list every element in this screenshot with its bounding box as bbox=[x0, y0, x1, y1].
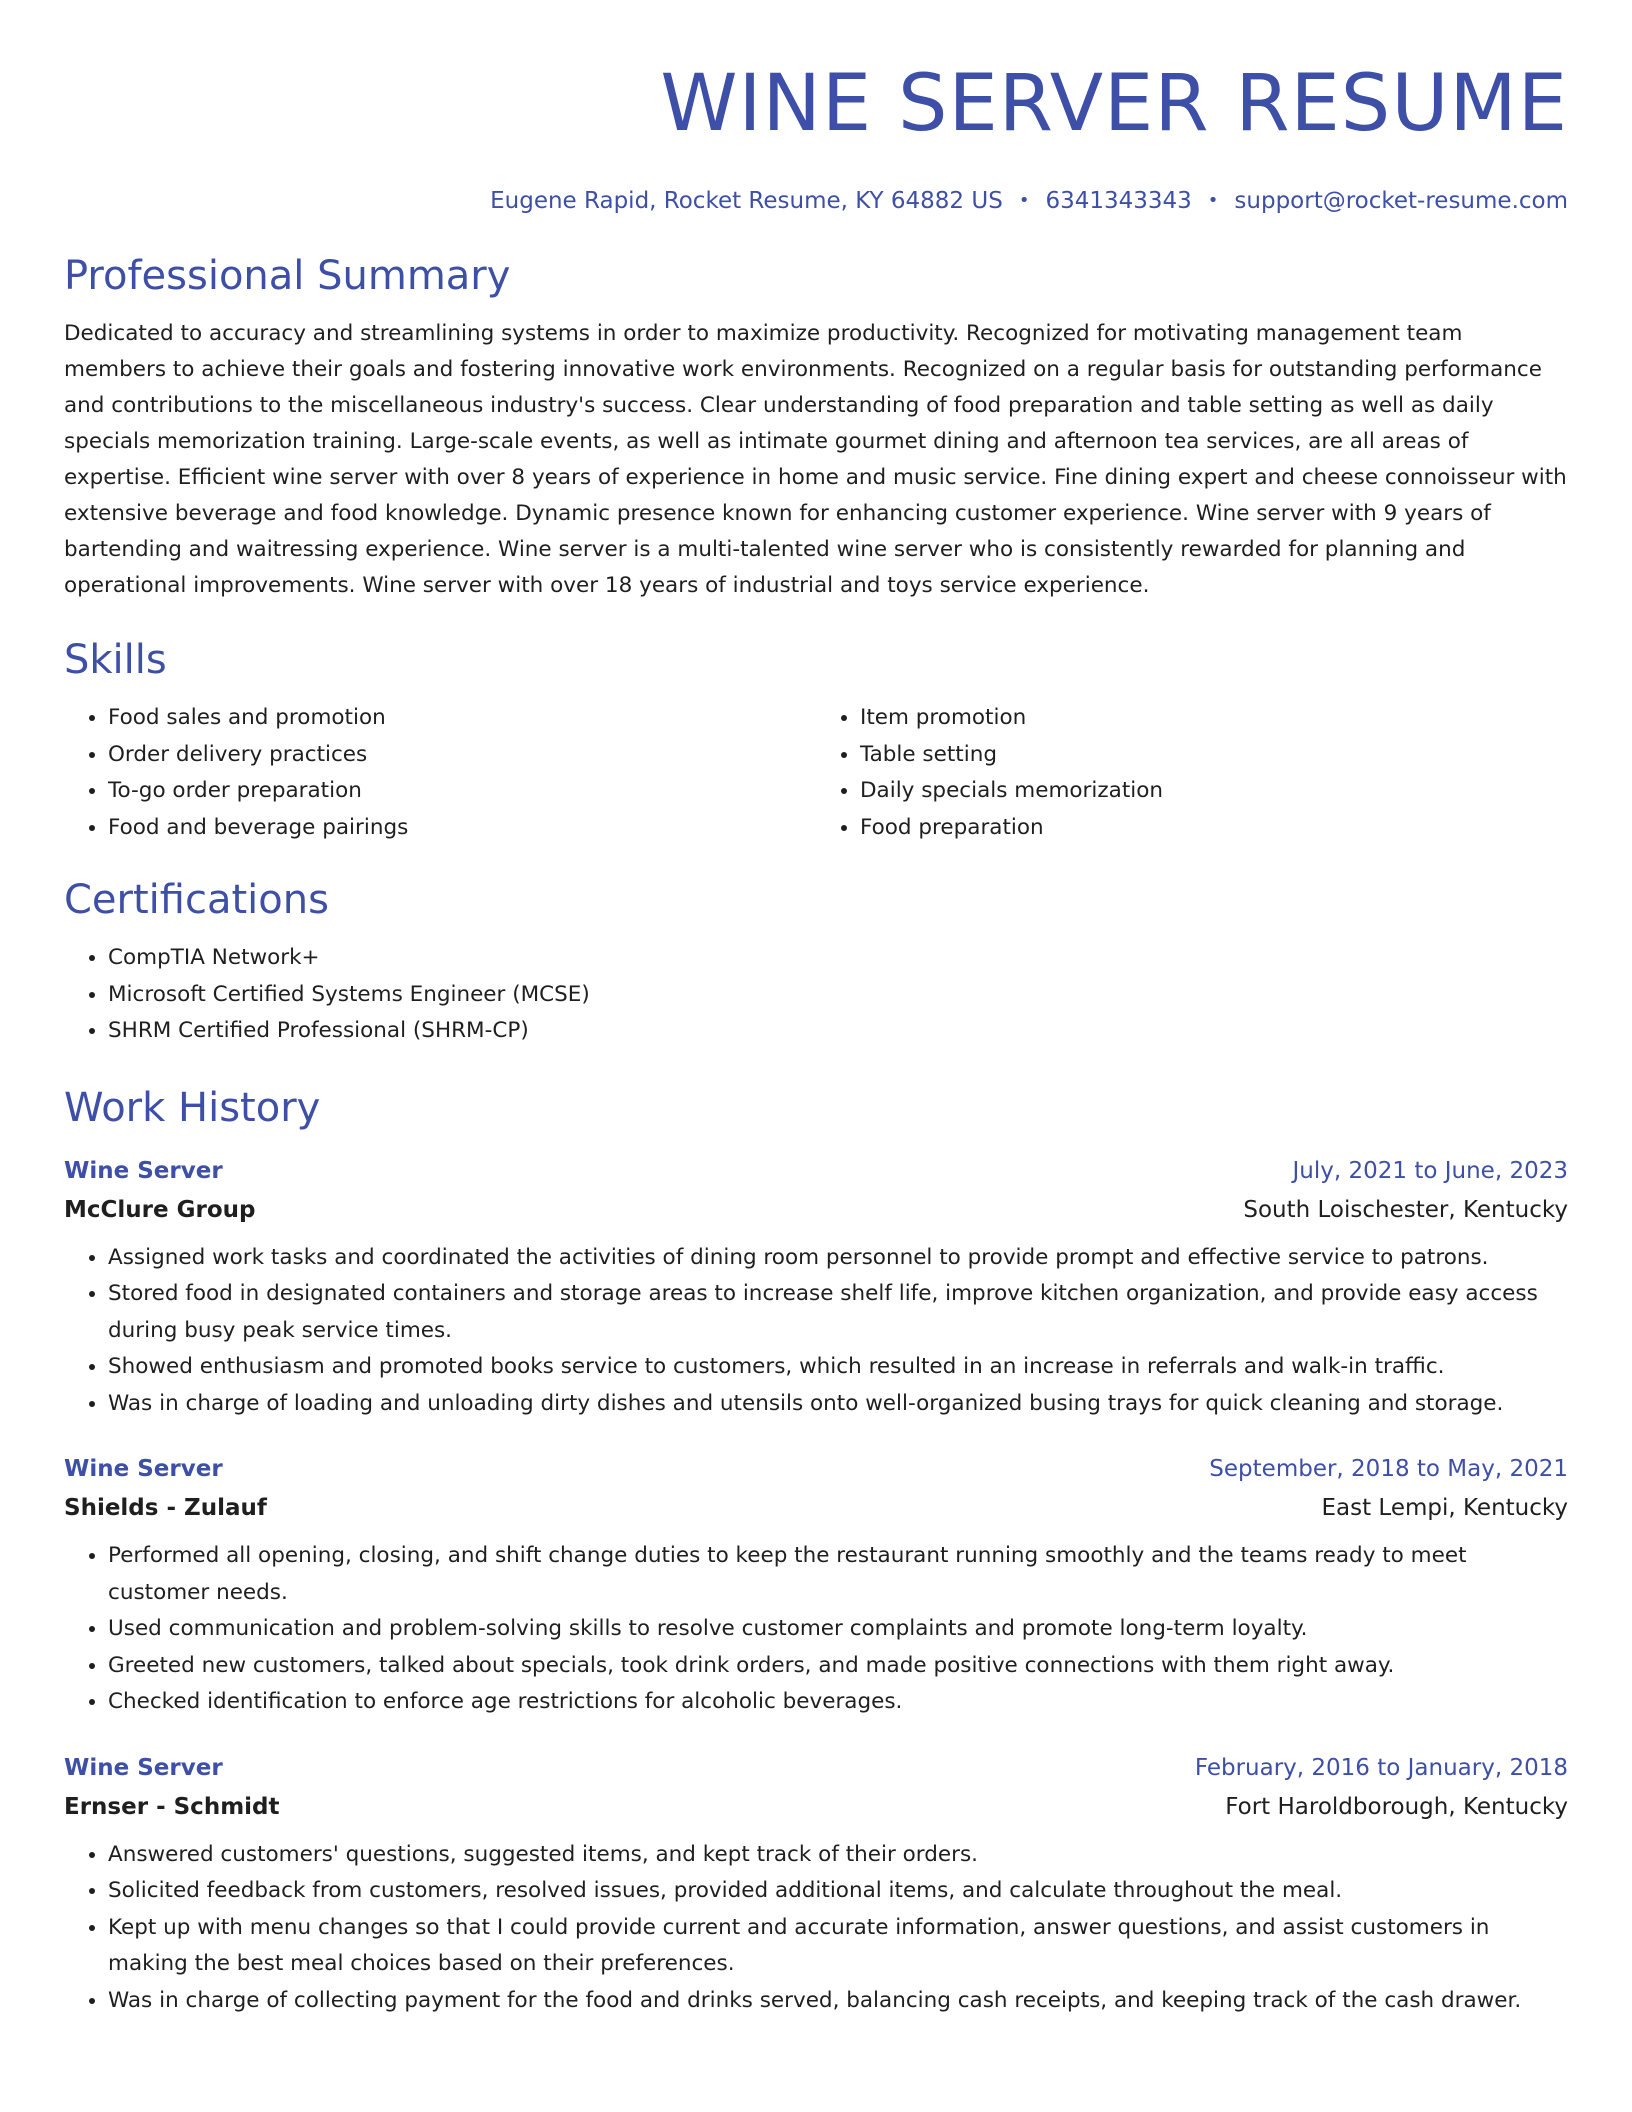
job-title-row bbox=[64, 1450, 1568, 1488]
contact-line bbox=[64, 186, 1568, 216]
job-dates: September, 2018 to May, 2021 bbox=[1209, 1456, 1568, 1482]
job-duties bbox=[64, 1837, 1568, 2020]
job-duties bbox=[64, 1538, 1568, 1721]
certifications-section bbox=[64, 874, 1568, 1050]
skill-item: • Food and beverage pairings bbox=[108, 810, 816, 847]
duty-item: • Used communication and problem-solving skills to resolve customer complaints and promote long-term loyalty. bbox=[108, 1611, 1568, 1648]
certifications-heading: Certifications bbox=[64, 877, 329, 923]
duty-item: • Stored food in designated containers and storage areas to increase shelf life, improve kitchen organization, and provide easy access during busy peak service times. bbox=[108, 1276, 1568, 1349]
duty-item: • Solicited feedback from customers, resolved issues, provided additional items, and calculate throughout the meal. bbox=[108, 1873, 1568, 1910]
skills-heading: Skills bbox=[64, 637, 167, 683]
skill-item: • Food preparation bbox=[860, 810, 1568, 847]
job-title: Wine Server bbox=[64, 1456, 223, 1482]
duty-item: • Assigned work tasks and coordinated the activities of dining room personnel to provide prompt and effective service to patrons. bbox=[108, 1240, 1568, 1277]
contact-address: Eugene Rapid, Rocket Resume, KY 64882 US bbox=[490, 188, 1003, 214]
job-title-row bbox=[64, 1152, 1568, 1190]
resume-page bbox=[64, 0, 1568, 2019]
certification-item: • Microsoft Certified Systems Engineer (MCSE) bbox=[108, 977, 1568, 1014]
job-location: Fort Haroldborough, Kentucky bbox=[1225, 1793, 1568, 1820]
certification-item: • CompTIA Network+ bbox=[108, 940, 1568, 977]
skills-right-list bbox=[816, 700, 1568, 846]
job-company-row bbox=[64, 1190, 1568, 1230]
skill-item: • Item promotion bbox=[860, 700, 1568, 737]
skill-item: • Daily specials memorization bbox=[860, 773, 1568, 810]
job-location: South Loischester, Kentucky bbox=[1243, 1196, 1568, 1223]
skills-section bbox=[64, 634, 1568, 846]
job-title-row bbox=[64, 1749, 1568, 1787]
skill-item: • Food sales and promotion bbox=[108, 700, 816, 737]
skill-item: • Table setting bbox=[860, 737, 1568, 774]
job-entry bbox=[64, 1749, 1568, 2020]
job-company-row bbox=[64, 1787, 1568, 1827]
summary-section bbox=[64, 250, 1568, 604]
certifications-list bbox=[64, 940, 1568, 1050]
summary-heading: Professional Summary bbox=[64, 253, 511, 299]
job-entry bbox=[64, 1450, 1568, 1721]
contact-separator: • bbox=[1018, 190, 1030, 211]
job-duties bbox=[64, 1240, 1568, 1423]
skills-left-list bbox=[64, 700, 816, 846]
skills-grid bbox=[64, 700, 1568, 846]
summary-text: Dedicated to accuracy and streamlining systems in order to maximize productivity. Recognized for motivating management team members to achieve their goals and fostering innovative work environments. Recognized on a regular basis for outstanding performance and contributions to the miscellaneous industry's success. Clear understanding of food preparation and table setting as well as daily specials memorization training. Large-scale events, as well as intimate gourmet dining and afternoon tea services, are all areas of expertise. Efficient wine server with over 8 years of experience in home and music service. Fine dining expert and cheese connoisseur with extensive beverage and food knowledge. Dynamic presence known for enhancing customer experience. Wine server with 9 years of bartending and waitressing experience. Wine server is a multi-talented wine server who is consistently rewarded for planning and operational improvements. Wine server with over 18 years of industrial and toys service experience. bbox=[64, 321, 1567, 598]
contact-separator: • bbox=[1207, 190, 1219, 211]
job-company-row bbox=[64, 1488, 1568, 1528]
job-company: Ernser - Schmidt bbox=[64, 1793, 280, 1820]
duty-item: • Performed all opening, closing, and shift change duties to keep the restaurant running smoothly and the teams ready to meet customer needs. bbox=[108, 1538, 1568, 1611]
duty-item: • Answered customers' questions, suggested items, and kept track of their orders. bbox=[108, 1837, 1568, 1874]
certification-item: • SHRM Certified Professional (SHRM-CP) bbox=[108, 1013, 1568, 1050]
duty-item: • Showed enthusiasm and promoted books service to customers, which resulted in an increase in referrals and walk-in traffic. bbox=[108, 1349, 1568, 1386]
job-dates: February, 2016 to January, 2018 bbox=[1194, 1754, 1568, 1781]
work-history-section bbox=[64, 1082, 1568, 2020]
contact-phone: 6341343343 bbox=[1045, 188, 1192, 214]
job-entry bbox=[64, 1152, 1568, 1423]
skill-item: • To-go order preparation bbox=[108, 773, 816, 810]
work-history-heading: Work History bbox=[64, 1084, 321, 1131]
job-title: Wine Server bbox=[64, 1754, 223, 1781]
skill-item: • Order delivery practices bbox=[108, 737, 816, 774]
duty-item: • Was in charge of collecting payment for the food and drinks served, balancing cash receipts, and keeping track of the cash drawer. bbox=[108, 1983, 1568, 2020]
duty-item: • Was in charge of loading and unloading dirty dishes and utensils onto well-organized busing trays for quick cleaning and storage. bbox=[108, 1386, 1568, 1423]
duty-item: • Greeted new customers, talked about specials, took drink orders, and made positive connections with them right away. bbox=[108, 1648, 1568, 1685]
duty-item: • Checked identification to enforce age restrictions for alcoholic beverages. bbox=[108, 1684, 1568, 1721]
job-company: McClure Group bbox=[64, 1196, 256, 1223]
contact-email[interactable]: support@rocket-resume.com bbox=[1234, 188, 1568, 214]
job-dates: July, 2021 to June, 2023 bbox=[1292, 1157, 1568, 1184]
job-title: Wine Server bbox=[64, 1157, 223, 1184]
duty-item: • Kept up with menu changes so that I could provide current and accurate information, answer questions, and assist customers in making the best meal choices based on their preferences. bbox=[108, 1910, 1568, 1983]
job-company: Shields - Zulauf bbox=[64, 1495, 267, 1521]
resume-title: WINE SERVER RESUME bbox=[660, 59, 1568, 149]
job-location: East Lempi, Kentucky bbox=[1321, 1495, 1568, 1521]
